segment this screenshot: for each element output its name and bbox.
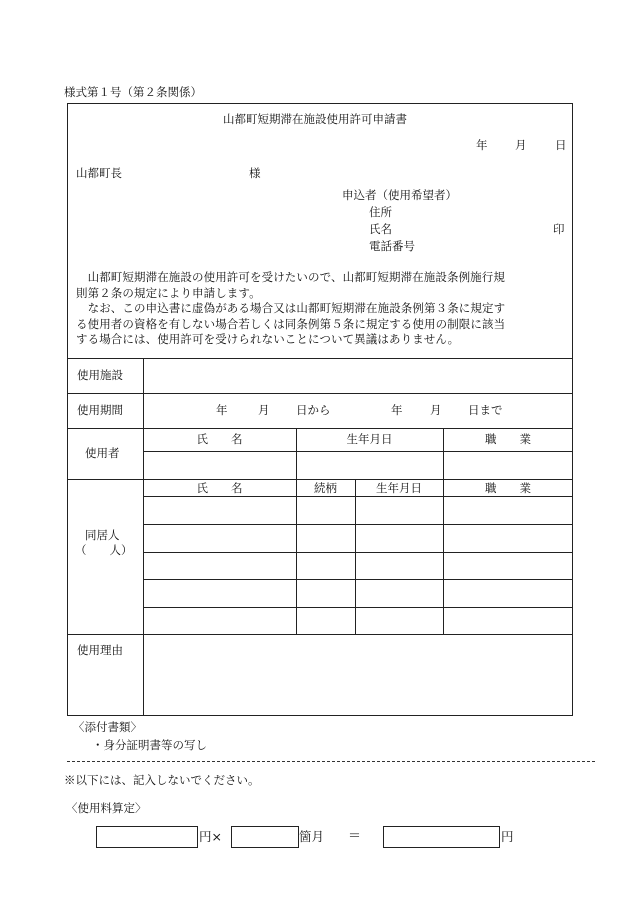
- table-divider: [143, 579, 573, 580]
- user-header-occupation: 職 業: [485, 432, 531, 446]
- statement: [76, 270, 574, 348]
- statement-line: する場合には、使用許可を受けられないことについて異議はありません。: [76, 332, 460, 346]
- period-end-month: 月: [430, 403, 442, 417]
- office-use-note: ※以下には、記入しないでください。: [64, 773, 260, 787]
- period-start-day: 日から: [296, 403, 331, 417]
- statement-line: なお、この申込書に虚偽がある場合又は山都町短期滞在施設条例第３条に規定す: [76, 301, 506, 315]
- yen-times: 円×: [199, 829, 222, 844]
- cohabitant-header-occupation: 職 業: [485, 481, 531, 495]
- name-label: 氏名: [369, 222, 392, 236]
- applicant-heading: 申込者（使用希望者）: [342, 188, 457, 202]
- yen-label: 円: [501, 829, 514, 844]
- table-divider: [143, 524, 573, 525]
- address-label: 住所: [369, 205, 392, 219]
- fee-amount-box: [96, 826, 198, 848]
- cohabitant-count: （ 人）: [75, 543, 133, 557]
- date-day: 日: [555, 138, 567, 152]
- statement-line: 山都町短期滞在施設の使用許可を受けたいので、山都町短期滞在施設条例施行規: [76, 270, 505, 284]
- form-number: 様式第１号（第２条関係）: [64, 85, 202, 99]
- months-box: [231, 826, 299, 848]
- statement-line: る使用者の資格を有しない場合若しくは同条例第５条に規定する使用の制限に該当: [76, 316, 506, 331]
- cohabitant-header-relation: 続柄: [314, 481, 337, 495]
- user-header-name: 氏 名: [196, 432, 243, 446]
- period-end-year: 年: [391, 403, 403, 417]
- cohabitant-label: 同居人: [85, 528, 120, 542]
- date-month: 月: [515, 138, 527, 152]
- period-start-month: 月: [258, 403, 270, 417]
- table-divider: [143, 552, 573, 553]
- addressee-honorific: 様: [249, 166, 261, 180]
- column-divider: [355, 479, 356, 634]
- reason-label: 使用理由: [77, 643, 123, 657]
- period-label: 使用期間: [77, 403, 123, 417]
- total-box: [383, 826, 500, 848]
- addressee-name: 山都町長: [76, 166, 122, 180]
- table-divider: [143, 607, 573, 608]
- cut-line: [67, 761, 595, 762]
- cohabitant-header-birthdate: 生年月日: [376, 481, 422, 495]
- phone-label: 電話番号: [369, 239, 415, 253]
- form-title: 山都町短期滞在施設使用許可申請書: [223, 112, 407, 126]
- table-divider: [143, 496, 573, 497]
- table-divider: [143, 451, 573, 452]
- seal-mark: 印: [553, 222, 565, 236]
- user-header-birthdate: 生年月日: [346, 432, 393, 446]
- period-end-day: 日まで: [468, 403, 503, 417]
- fee-heading: 〈使用料算定〉: [66, 801, 147, 815]
- column-divider: [296, 479, 297, 634]
- date-year: 年: [476, 138, 488, 152]
- attachment-item: ・身分証明書等の写し: [92, 738, 207, 752]
- attachments-heading: 〈添付書類〉: [73, 720, 142, 734]
- period-start-year: 年: [216, 403, 228, 417]
- user-label: 使用者: [85, 446, 120, 460]
- label-column-divider: [143, 358, 144, 716]
- statement-line: 則第２条の規定により申請します。: [76, 285, 261, 300]
- column-divider: [443, 479, 444, 634]
- facility-label: 使用施設: [77, 368, 123, 382]
- equals-sign: ＝: [348, 829, 362, 844]
- cohabitant-header-name: 氏 名: [196, 481, 243, 495]
- months-label: 箇月: [299, 829, 325, 844]
